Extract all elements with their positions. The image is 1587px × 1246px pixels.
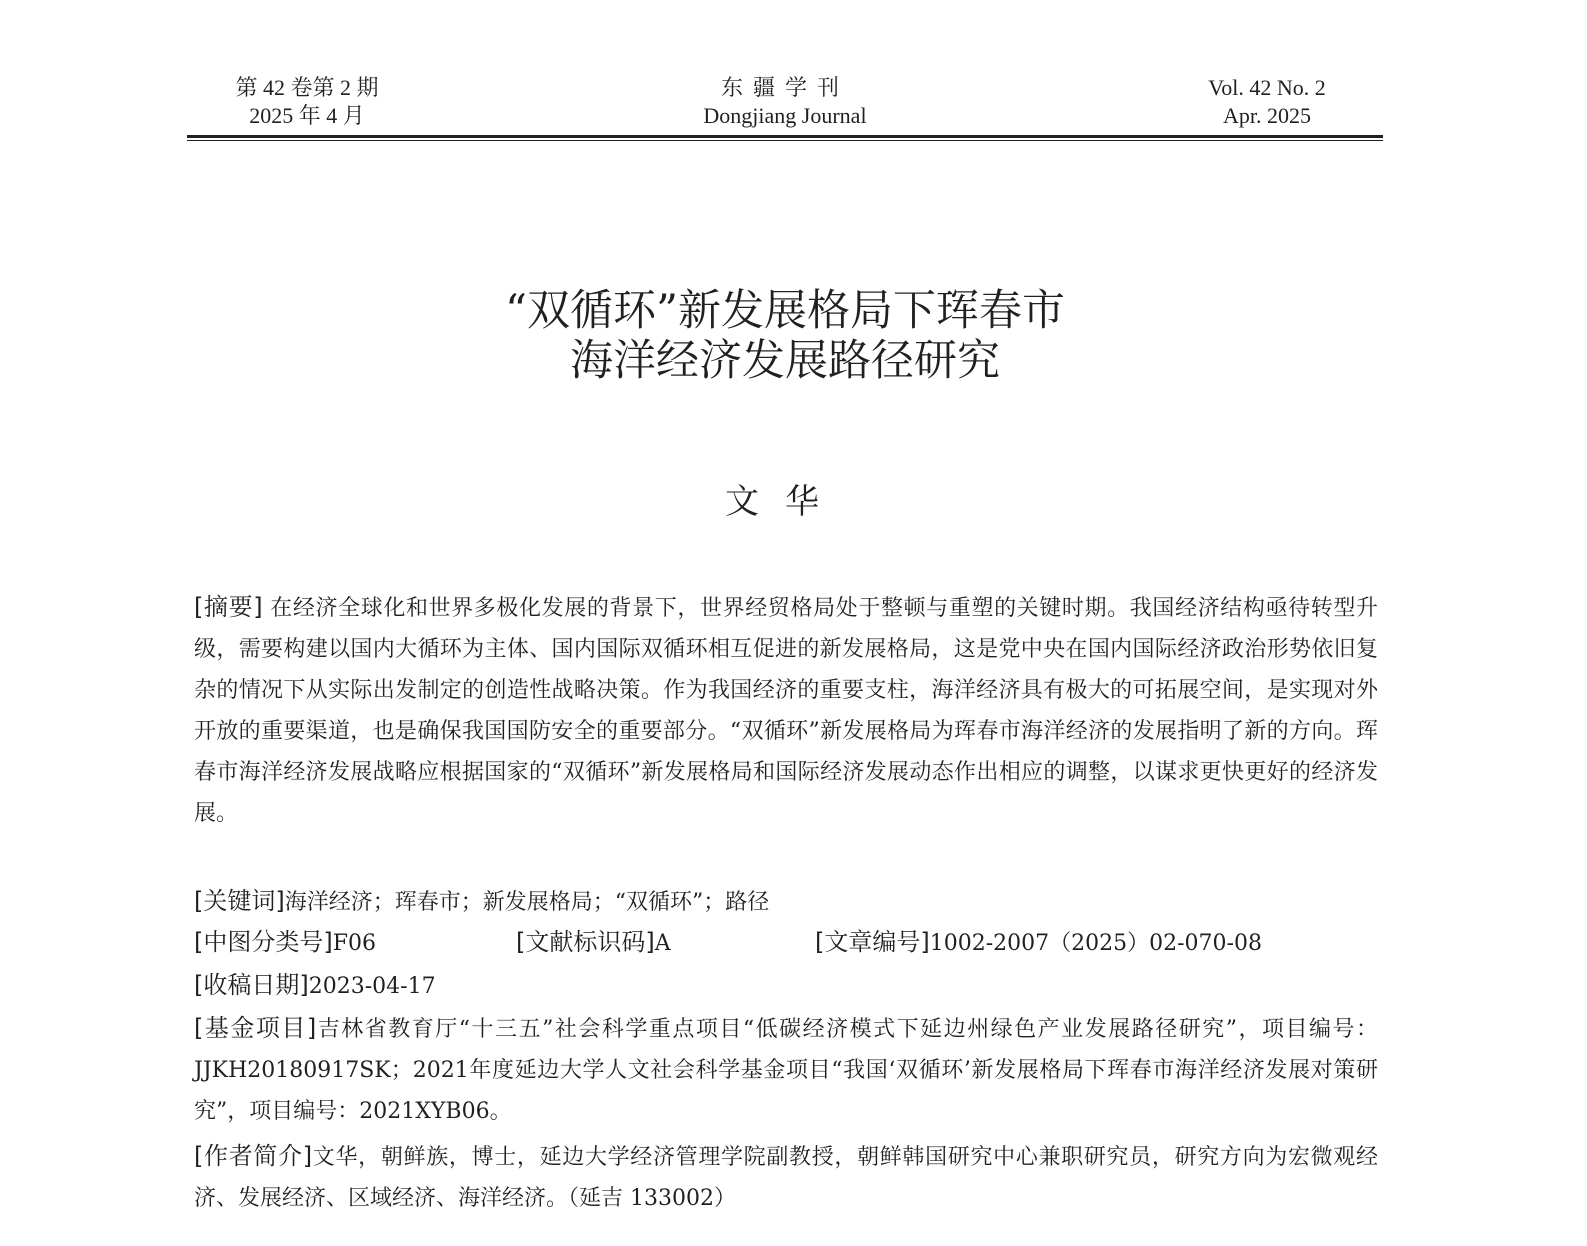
article-number-label: [文章编号] (815, 928, 930, 956)
journal-name-en: Dongjiang Journal (703, 103, 867, 128)
abstract (194, 587, 1378, 834)
issue-date-en: Apr. 2025 (1223, 103, 1311, 128)
received-label: [收稿日期] (194, 971, 309, 999)
author-bio-text: 文华，朝鲜族，博士，延边大学经济管理学院副教授，朝鲜韩国研究中心兼职研究员，研究方向为宏微观经济、发展经济、区域经济、海洋经济。（延吉 133002） (194, 1145, 1378, 1211)
document-code-value: A (654, 931, 671, 956)
issue-info (207, 74, 407, 130)
document-code-label: [文献标识码] (516, 928, 655, 956)
received-date (194, 965, 1378, 1007)
title-line-1: “双循环”新发展格局下珲春市 (505, 286, 1065, 336)
journal-header (187, 74, 1383, 138)
keywords-label: [关键词] (194, 887, 285, 915)
keywords-text: 海洋经济；珲春市；新发展格局；“双循环”；路径 (284, 890, 770, 915)
abstract-label: [摘要] (194, 593, 263, 621)
received-value: 2023-04-17 (308, 974, 436, 999)
issue-info-en (1167, 74, 1367, 130)
article-number (815, 922, 1262, 964)
header-rule-thick (187, 135, 1383, 138)
classification-label: [中图分类号] (194, 928, 333, 956)
issue-date-cn: 2025 年 4 月 (249, 103, 365, 128)
volume-issue-cn: 第 42 卷第 2 期 (235, 75, 379, 100)
author-bio-label: [作者简介] (194, 1142, 313, 1170)
journal-name (635, 74, 935, 130)
header-rule-thin (187, 140, 1383, 141)
volume-issue-en: Vol. 42 No. 2 (1208, 75, 1326, 100)
document-code (516, 922, 671, 964)
classification-value: F06 (332, 931, 376, 956)
article-number-value: 1002-2007（2025）02-070-08 (929, 931, 1262, 956)
keywords (194, 881, 1378, 923)
author-bio (194, 1136, 1378, 1219)
classification (194, 922, 376, 964)
article-title (187, 286, 1383, 386)
fund-project (194, 1008, 1378, 1132)
abstract-text: 在经济全球化和世界多极化发展的背景下，世界经贸格局处于整顿与重塑的关键时期。我国经济结构亟待转型升级，需要构建以国内大循环为主体、国内国际双循环相互促进的新发展格局，这是党中央在国内国际经济政治形势依旧复杂的情况下从实际出发制定的创造性战略决策。作为我国经济的重要支柱，海洋经济具有极大的可拓展空间，是实现对外开放的重要渠道，也是确保我国国防安全的重要部分。“双循环”新发展格局为珲春市海洋经济的发展指明了新的方向。珲春市海洋经济发展战略应根据国家的“双循环”新发展格局和国际经济发展动态作出相应的调整，以谋求更快更好的经济发展。 (194, 596, 1378, 826)
fund-text: 吉林省教育厅“十三五”社会科学重点项目“低碳经济模式下延边州绿色产业发展路径研究”，项目编号：JJKH20180917SK；2021年度延边大学人文社会科学基金项目“我国‘双循环’新发展格局下珲春市海洋经济发展对策研究”，项目编号：2021XYB06。 (194, 1017, 1378, 1124)
fund-label: [基金项目] (194, 1014, 317, 1042)
title-line-2: 海洋经济发展路径研究 (570, 336, 1000, 386)
journal-name-cn: 东疆学刊 (720, 75, 849, 100)
classification-row (194, 922, 1378, 963)
author-name: 文华 (725, 482, 845, 522)
